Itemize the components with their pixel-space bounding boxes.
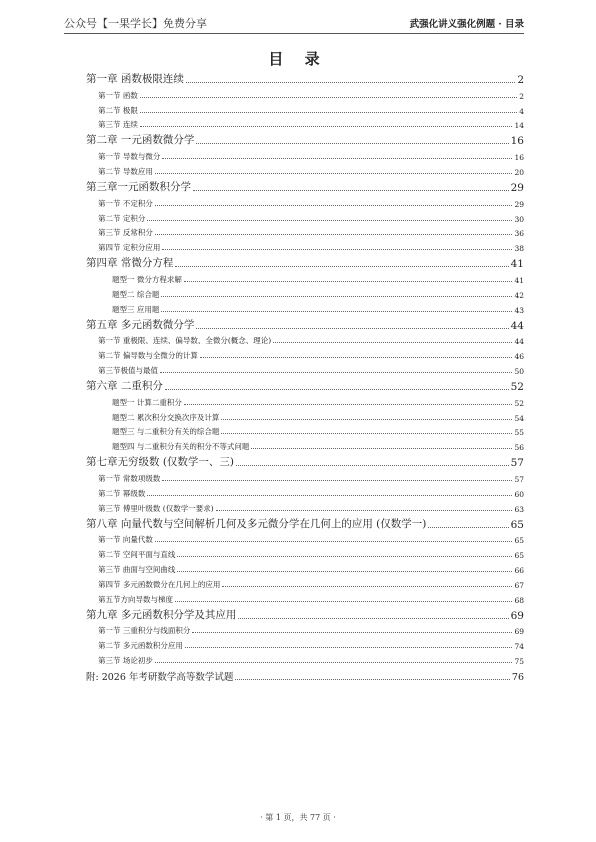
toc-entry-section[interactable]	[86, 499, 524, 514]
toc-leader-dots	[273, 342, 512, 343]
toc-entry-page-number: 67	[514, 580, 524, 590]
toc-entry-page-number: 65	[514, 551, 524, 561]
toc-entry-label: 第二节 多元函数积分应用	[98, 641, 183, 651]
toc-leader-dots	[140, 126, 513, 127]
toc-entry-label: 第三节 反常积分	[98, 228, 153, 238]
toc-entry-section[interactable]	[86, 590, 524, 605]
toc-entry-label: 第三节 傅里叶级数 (仅数学一要求)	[98, 503, 214, 513]
toc-entry-label: 第五节方向导数与梯度	[98, 594, 173, 604]
toc-leader-dots	[147, 495, 512, 496]
toc-leader-dots	[140, 112, 517, 113]
toc-leader-dots	[428, 527, 508, 528]
toc-entry-page-number: 2	[517, 74, 524, 86]
toc-leader-dots	[160, 372, 512, 373]
toc-leader-dots	[196, 143, 508, 144]
toc-entry-page-number: 57	[510, 457, 524, 470]
toc-entry-page-number: 66	[514, 565, 524, 575]
toc-leader-dots	[175, 266, 508, 267]
toc-entry-section[interactable]	[86, 116, 524, 131]
toc-entry-page-number: 44	[510, 319, 524, 332]
toc-entry-section[interactable]	[86, 209, 524, 224]
toc-leader-dots	[155, 205, 513, 206]
toc-entry-label: 第二节 导数应用	[98, 166, 153, 176]
toc-leader-dots	[186, 82, 515, 83]
toc-entry-section[interactable]	[86, 484, 524, 499]
toc-entry-label: 第一节 常数项级数	[98, 473, 161, 483]
toc-leader-dots	[147, 220, 512, 221]
toc-entry-type[interactable]	[86, 270, 524, 285]
toc-entry-page-number: 46	[514, 352, 524, 362]
toc-entry-type[interactable]	[86, 437, 524, 452]
toc-leader-dots	[238, 618, 508, 619]
toc-entry-type[interactable]	[86, 423, 524, 438]
toc-entry-label: 第二节 定积分	[98, 213, 146, 223]
toc-entry-chapter[interactable]	[86, 69, 524, 86]
toc-entry-label: 附: 2026 年考研数学高等数学试题	[86, 671, 234, 683]
toc-entry-label: 第一节 重极限、连续、偏导数、全微分(概念、理论)	[98, 336, 272, 346]
toc-entry-page-number: 20	[514, 167, 524, 177]
toc-entry-page-number: 41	[510, 258, 524, 271]
toc-leader-dots	[155, 173, 513, 174]
toc-entry-label: 题型一 微分方程求解	[112, 274, 182, 284]
toc-entry-chapter[interactable]	[86, 452, 524, 469]
toc-entry-type[interactable]	[86, 300, 524, 315]
toc-leader-dots	[161, 311, 512, 312]
toc-entry-section[interactable]	[86, 194, 524, 209]
toc-leader-dots	[196, 328, 508, 329]
toc-entry-page-number: 36	[514, 229, 524, 239]
toc-entry-section[interactable]	[86, 361, 524, 376]
toc-leader-dots	[184, 281, 513, 282]
toc-leader-dots	[161, 296, 512, 297]
toc-entry-type[interactable]	[86, 393, 524, 408]
toc-entry-page-number: 14	[514, 121, 524, 131]
toc-entry-label: 第二节 极限	[98, 105, 138, 115]
toc-entry-page-number: 69	[510, 609, 524, 622]
toc-entry-chapter[interactable]	[86, 605, 524, 622]
table-of-contents	[86, 69, 524, 683]
toc-entry-page-number: 65	[514, 536, 524, 546]
toc-entry-label: 第三章一元函数积分学	[86, 180, 191, 193]
toc-entry-label: 第四节 多元函数微分在几何上的应用	[98, 579, 221, 589]
toc-entry-label: 第五章 多元函数微分学	[86, 318, 195, 331]
toc-entry-label: 第一章 函数极限连续	[86, 73, 184, 85]
toc-entry-page-number: 75	[514, 656, 524, 666]
toc-entry-label: 第二节 空间平面与直线	[98, 550, 176, 560]
toc-leader-dots	[185, 647, 513, 648]
toc-entry-section[interactable]	[86, 560, 524, 575]
toc-entry-label: 题型三 应用题	[112, 304, 160, 314]
toc-entry-label: 第一节 不定积分	[98, 198, 153, 208]
toc-entry-section[interactable]	[86, 636, 524, 651]
toc-entry-page-number: 52	[510, 380, 524, 393]
toc-entry-page-number: 41	[514, 275, 524, 285]
toc-entry-label: 第八章 向量代数与空间解析几何及多元微分学在几何上的应用 (仅数学一)	[86, 517, 427, 530]
toc-entry-section[interactable]	[86, 531, 524, 546]
toc-entry-page-number: 76	[511, 671, 524, 683]
toc-entry-section[interactable]	[86, 86, 524, 101]
toc-entry-chapter[interactable]	[86, 376, 524, 393]
toc-entry-label: 第九章 多元函数积分学及其应用	[86, 608, 237, 621]
toc-entry-page-number: 29	[510, 181, 524, 194]
toc-entry-page-number: 38	[514, 244, 524, 254]
toc-entry-label: 题型二 累次积分交换次序及计算	[112, 412, 220, 422]
toc-entry-chapter[interactable]	[86, 253, 524, 270]
page-footer: · 第 1 页，共 77 页 ·	[260, 813, 336, 822]
page-title: 目 录	[268, 50, 328, 68]
toc-entry-label: 第二节 幂级数	[98, 488, 146, 498]
toc-entry-section[interactable]	[86, 346, 524, 361]
toc-entry-page-number: 60	[514, 489, 524, 499]
toc-entry-page-number: 55	[514, 428, 524, 438]
toc-entry-label: 第四节 定积分应用	[98, 243, 161, 253]
toc-leader-dots	[235, 679, 509, 680]
toc-leader-dots	[193, 190, 509, 191]
toc-entry-chapter[interactable]	[86, 177, 524, 194]
toc-entry-appendix[interactable]	[86, 666, 524, 683]
toc-entry-chapter[interactable]	[86, 130, 524, 147]
toc-entry-page-number: 68	[514, 595, 524, 605]
toc-leader-dots	[140, 97, 517, 98]
toc-entry-label: 第一节 向量代数	[98, 535, 153, 545]
toc-leader-dots	[165, 389, 509, 390]
toc-entry-label: 第二节 偏导数与全微分的计算	[98, 351, 198, 361]
toc-entry-section[interactable]	[86, 575, 524, 590]
toc-leader-dots	[155, 541, 513, 542]
toc-entry-page-number: 50	[514, 366, 524, 376]
toc-entry-page-number: 74	[514, 642, 524, 652]
toc-entry-label: 题型二 综合题	[112, 289, 160, 299]
toc-leader-dots	[177, 571, 512, 572]
toc-leader-dots	[192, 632, 512, 633]
toc-leader-dots	[155, 662, 513, 663]
toc-entry-page-number: 56	[514, 443, 524, 453]
toc-entry-label: 题型一 计算二重积分	[112, 397, 182, 407]
toc-entry-page-number: 30	[514, 214, 524, 224]
toc-entry-label: 第三节极值与最值	[98, 365, 158, 375]
toc-entry-page-number: 29	[514, 199, 524, 209]
toc-entry-label: 第一节 导数与微分	[98, 152, 161, 162]
toc-entry-page-number: 65	[510, 518, 524, 531]
toc-entry-section[interactable]	[86, 238, 524, 253]
toc-entry-section[interactable]	[86, 332, 524, 347]
toc-leader-dots	[177, 556, 512, 557]
toc-entry-section[interactable]	[86, 224, 524, 239]
toc-entry-label: 第六章 二重积分	[86, 379, 163, 392]
toc-entry-section[interactable]	[86, 651, 524, 666]
toc-entry-page-number: 43	[514, 305, 524, 315]
toc-leader-dots	[216, 510, 513, 511]
page-header	[64, 15, 524, 34]
toc-leader-dots	[200, 357, 513, 358]
toc-entry-page-number: 42	[514, 290, 524, 300]
toc-entry-page-number: 16	[514, 153, 524, 163]
toc-entry-label: 第三节 连续	[98, 120, 138, 130]
toc-entry-label: 题型三 与二重积分有关的综合题	[112, 427, 220, 437]
toc-entry-label: 第二章 一元函数微分学	[86, 134, 195, 147]
toc-entry-page-number: 44	[514, 337, 524, 347]
toc-entry-chapter[interactable]	[86, 315, 524, 332]
toc-entry-type[interactable]	[86, 408, 524, 423]
toc-leader-dots	[184, 404, 513, 405]
toc-leader-dots	[251, 448, 512, 449]
toc-entry-label: 第三节 场论初步	[98, 655, 153, 665]
toc-entry-label: 第三节 曲面与空间曲线	[98, 564, 176, 574]
toc-entry-page-number: 16	[510, 135, 524, 148]
toc-entry-page-number: 57	[514, 474, 524, 484]
toc-leader-dots	[221, 433, 512, 434]
toc-entry-label: 第一节 三重积分与线面积分	[98, 626, 191, 636]
toc-leader-dots	[221, 419, 512, 420]
toc-entry-section[interactable]	[86, 162, 524, 177]
toc-leader-dots	[162, 249, 512, 250]
toc-entry-page-number: 2	[519, 91, 524, 101]
toc-leader-dots	[162, 480, 512, 481]
toc-leader-dots	[236, 465, 509, 466]
toc-entry-label: 第七章无穷级数 (仅数学一、三)	[86, 456, 235, 469]
toc-entry-section[interactable]	[86, 101, 524, 116]
toc-leader-dots	[222, 586, 512, 587]
toc-entry-page-number: 4	[519, 106, 524, 116]
header-document-title: 武强化讲义强化例题 · 目录	[409, 19, 524, 30]
toc-leader-dots	[155, 234, 513, 235]
toc-entry-section[interactable]	[86, 622, 524, 637]
toc-entry-page-number: 54	[514, 413, 524, 423]
toc-entry-page-number: 69	[514, 627, 524, 637]
toc-entry-chapter[interactable]	[86, 514, 524, 531]
toc-entry-section[interactable]	[86, 469, 524, 484]
toc-entry-section[interactable]	[86, 545, 524, 560]
toc-entry-label: 第四章 常微分方程	[86, 257, 174, 270]
toc-leader-dots	[162, 158, 512, 159]
toc-leader-dots	[175, 601, 512, 602]
toc-entry-page-number: 63	[514, 504, 524, 514]
toc-entry-section[interactable]	[86, 147, 524, 162]
toc-entry-label: 第一节 函数	[98, 90, 138, 100]
toc-entry-label: 题型四 与二重积分有关的积分不等式问题	[112, 442, 250, 452]
toc-entry-page-number: 52	[514, 398, 524, 408]
header-source-text: 公众号【一果学长】免费分享	[64, 17, 207, 30]
toc-entry-type[interactable]	[86, 285, 524, 300]
